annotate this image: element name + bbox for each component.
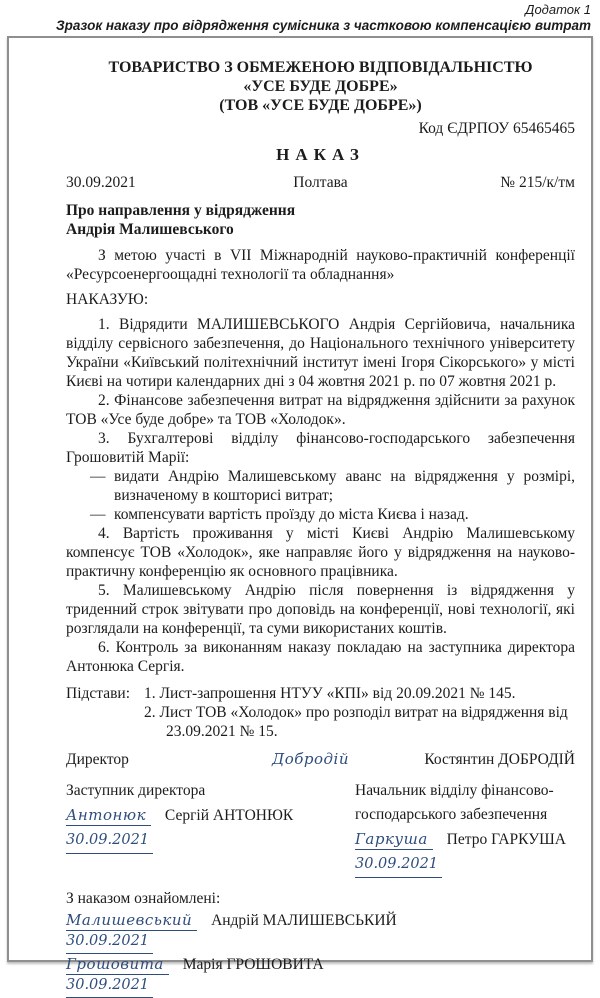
finance-head-title-line2: господарського забезпечення <box>355 806 548 823</box>
finance-head-signature-date: 30.09.2021 <box>355 852 442 878</box>
acknowledged-handwritten-signature: Малишевський <box>66 911 197 931</box>
deputy-printed-name: Сергій АНТОНЮК <box>164 807 294 824</box>
order-subject-line2: Андрія Малишевського <box>66 221 234 238</box>
deputy-signature-block <box>66 779 355 878</box>
director-handwritten-signature: Добродій <box>272 750 349 768</box>
order-subject-line1: Про направлення у відрядження <box>66 202 296 219</box>
dash-marker: — <box>90 468 106 485</box>
deputy-title: Заступник директора <box>66 782 206 799</box>
order-number: № 215/к/тм <box>500 174 575 191</box>
dash-marker: — <box>90 506 106 523</box>
order-item-3: 3. Бухгалтерові відділу фінансово-господарського забезпечення Грошовитій Марії: <box>66 430 575 466</box>
acknowledged-handwritten-signature: Грошовита <box>66 955 169 975</box>
order-item-2: 2. Фінансове забезпечення витрат на відрядження здійснити за рахунок ТОВ «Усе буде добре» та ТОВ «Холодок». <box>66 392 575 428</box>
deputy-signature-date: 30.09.2021 <box>66 828 153 854</box>
finance-head-title-line1: Начальник відділу фінансово- <box>355 782 554 799</box>
acknowledged-person-row <box>66 910 575 932</box>
order-items <box>66 315 575 676</box>
sample-caption: Зразок наказу про відрядження сумісника з частковою компенсацією витрат <box>55 18 591 33</box>
grounds-label: Підстави: <box>66 685 131 702</box>
page-annotation <box>0 2 591 33</box>
order-item-1: 1. Відрядити МАЛИШЕВСЬКОГО Андрія Сергійовича, начальника відділу сервісного забезпечення, до Національного технічного університету України «Київський політехнічний інститут імені Ігоря Сікорського» у місті Києві на чотири календарних дні з 04 жовтня 2021 р. по 07 жовтня 2021 р. <box>66 316 575 390</box>
acknowledged-printed-name: Марія ГРОШОВИТА <box>182 955 324 973</box>
company-name-line2: «УСЕ БУДЕ ДОБРЕ» <box>243 78 398 95</box>
order-date: 30.09.2021 <box>66 174 136 191</box>
deputy-handwritten-signature: Антонюк <box>66 806 151 826</box>
finance-head-handwritten-signature: Гаркуша <box>355 830 433 850</box>
order-item-3-subitem-1: — видати Андрію Малишевському аванс на відрядження у розмірі, визначеному в кошторисі витрат; <box>90 468 575 504</box>
resolve-label: НАКАЗУЮ: <box>66 291 149 308</box>
order-subject <box>66 201 575 239</box>
ground-item-1: 1. Лист-запрошення НТУУ «КПІ» від 20.09.2021 № 145. <box>144 685 516 702</box>
director-printed-name: Костянтин ДОБРОДІЙ <box>424 751 575 768</box>
edrpou-code: Код ЄДРПОУ 65465465 <box>418 120 575 137</box>
acknowledgement-label: З наказом ознайомлені: <box>66 890 221 907</box>
acknowledged-signature-date: 30.09.2021 <box>66 975 153 998</box>
grounds-section <box>66 684 575 741</box>
order-meta-row <box>66 173 575 192</box>
order-preamble: З метою участі в VII Міжнародній науково-практичній конференції «Ресурсоенергоощадні технології та обладнання» <box>66 247 575 283</box>
director-title: Директор <box>66 751 129 768</box>
order-city: Полтава <box>293 174 348 191</box>
acknowledged-person-row <box>66 954 575 976</box>
acknowledged-printed-name: Андрій МАЛИШЕВСЬКИЙ <box>211 911 397 929</box>
order-item-4: 4. Вартість проживання у місті Києві Андрію Малишевському компенсує ТОВ «Холодок», яке направляє його у відрядження на науково-практичну конференцію як основного працівника. <box>66 525 575 580</box>
order-title: НАКАЗ <box>276 145 365 164</box>
ground-item-2: 2. Лист ТОВ «Холодок» про розподіл витрат на відрядження від 23.09.2021 № 15. <box>144 704 568 740</box>
director-signature-row <box>66 749 575 770</box>
order-item-5: 5. Малишевському Андрію після повернення із відрядження у триденний строк звітувати про доповідь на конференції, нові технології, які розглядали на конференції, та суми використаних коштів. <box>66 582 575 637</box>
finance-head-printed-name: Петро ГАРКУША <box>446 831 567 848</box>
order-item-3-subitem-2: — компенсувати вартість проїзду до міста Києва і назад. <box>90 506 469 523</box>
order-item-6: 6. Контроль за виконанням наказу покладаю на заступника директора Антонюка Сергія. <box>66 639 575 675</box>
order-document <box>7 36 593 993</box>
company-header <box>66 58 575 115</box>
appendix-label: Додаток 1 <box>525 2 591 17</box>
acknowledged-signature-date: 30.09.2021 <box>66 931 153 954</box>
company-name-line1: ТОВАРИСТВО З ОБМЕЖЕНОЮ ВІДПОВІДАЛЬНІСТЮ <box>108 59 533 76</box>
signature-columns <box>66 779 575 878</box>
acknowledgement-section <box>66 889 575 998</box>
finance-head-signature-block <box>355 779 575 878</box>
company-name-line3: (ТОВ «УСЕ БУДЕ ДОБРЕ») <box>219 97 422 114</box>
